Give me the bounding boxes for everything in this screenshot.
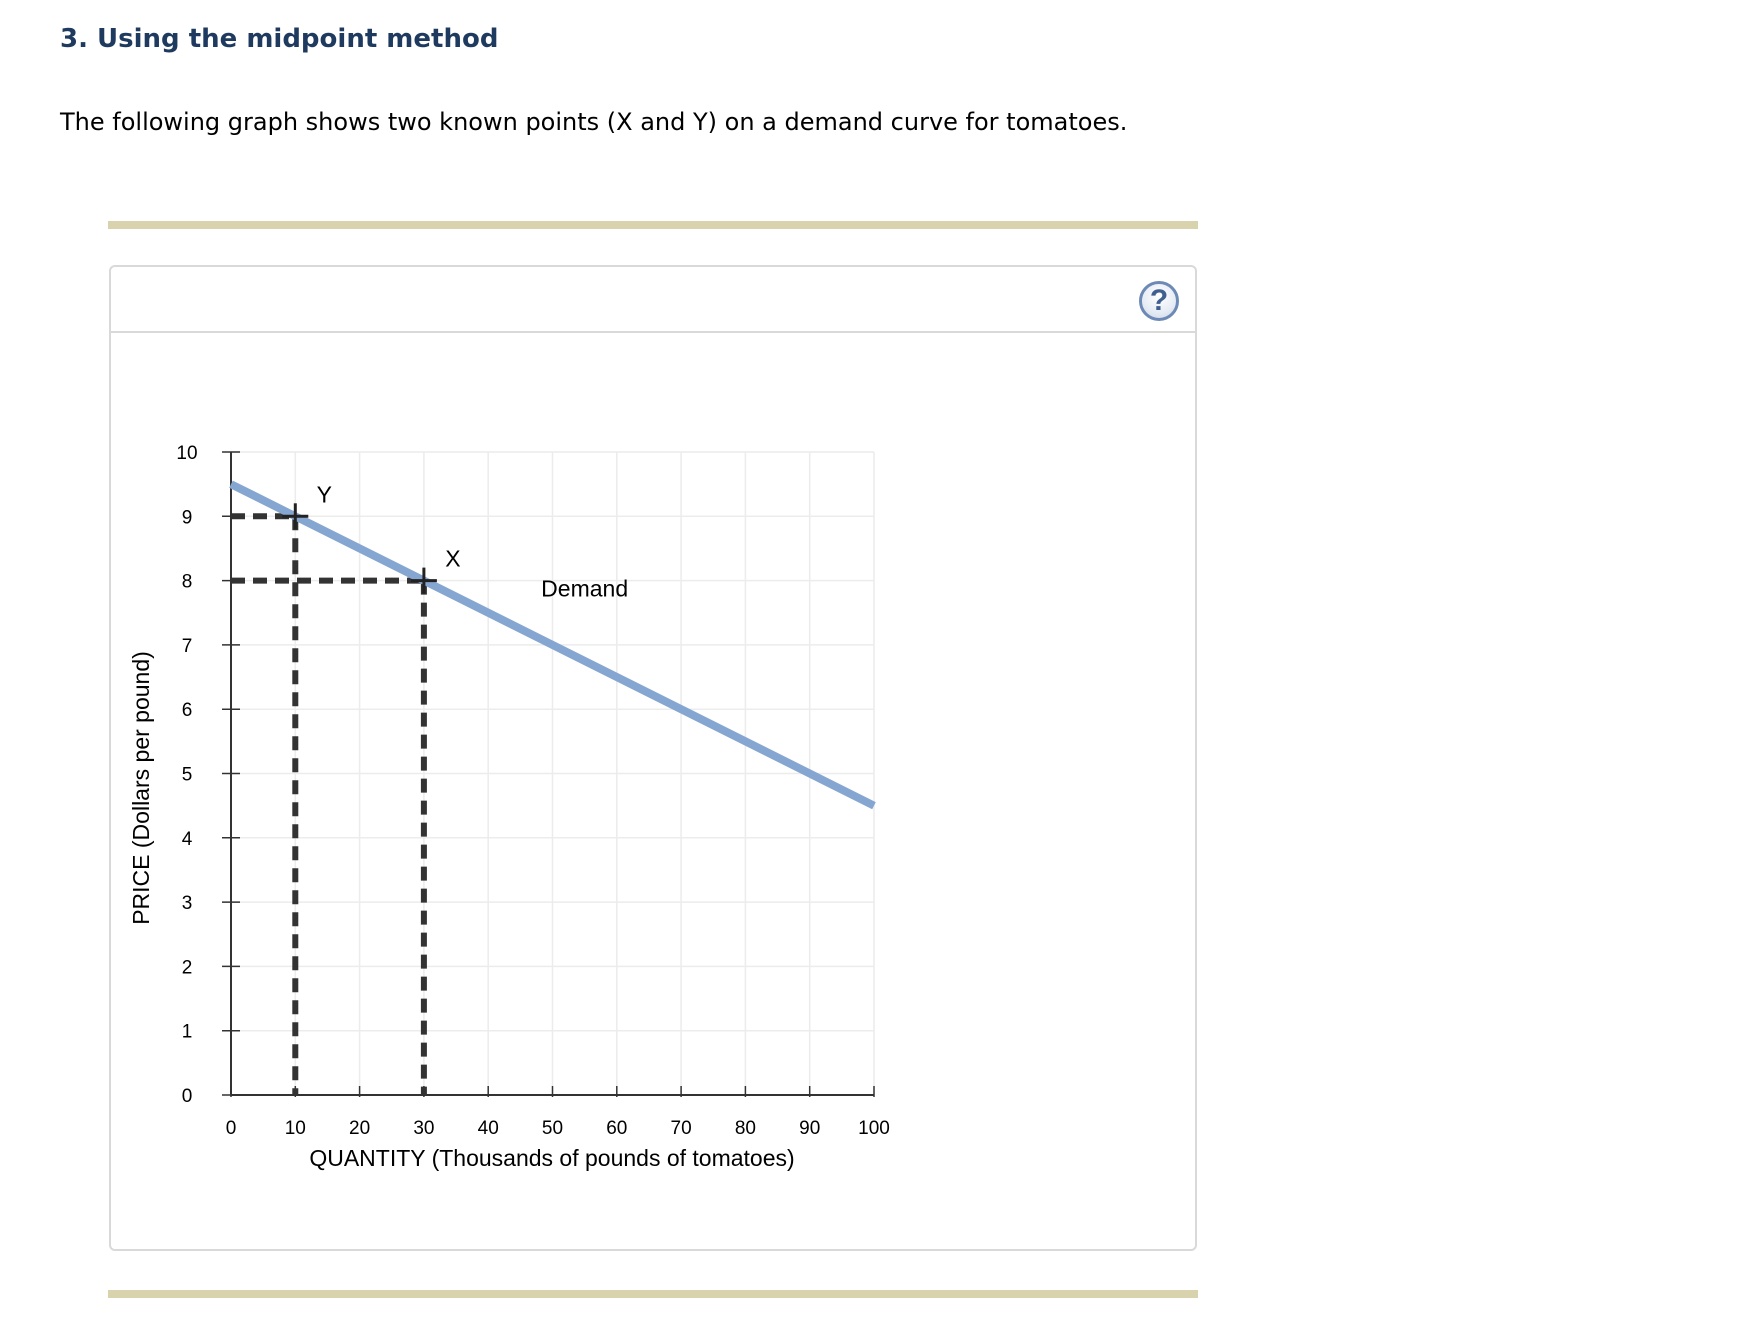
x-tick-label-20: 20 bbox=[349, 1118, 371, 1139]
y-tick-label-4: 4 bbox=[181, 828, 193, 850]
guide-lines bbox=[231, 516, 424, 1095]
demand-label: Demand bbox=[541, 575, 629, 602]
chart-grid bbox=[231, 452, 874, 1095]
y-tick-label-5: 5 bbox=[181, 764, 193, 786]
x-tick-label-0: 0 bbox=[225, 1118, 237, 1139]
y-axis-label: PRICE (Dollars per pound) bbox=[128, 651, 154, 925]
y-tick-label-0: 0 bbox=[181, 1086, 193, 1107]
chart-axes bbox=[176, 443, 889, 1139]
help-icon: ? bbox=[1149, 284, 1169, 317]
x-tick-label-60: 60 bbox=[606, 1118, 628, 1139]
x-tick-label-40: 40 bbox=[477, 1118, 499, 1139]
y-tick-label-8: 8 bbox=[181, 571, 193, 593]
x-tick-label-70: 70 bbox=[670, 1118, 692, 1139]
x-tick-label-10: 10 bbox=[284, 1118, 306, 1139]
point-label-X: X bbox=[445, 545, 461, 572]
y-tick-label-2: 2 bbox=[181, 957, 193, 979]
y-tick-label-6: 6 bbox=[181, 700, 193, 722]
intro-text: The following graph shows two known points (X and Y) on a demand curve for tomatoes. bbox=[60, 108, 1128, 136]
y-tick-label-3: 3 bbox=[181, 893, 193, 915]
chart-points bbox=[282, 481, 460, 593]
x-axis-label: QUANTITY (Thousands of pounds of tomatoes) bbox=[309, 1145, 795, 1171]
x-tick-label-30: 30 bbox=[413, 1118, 435, 1139]
x-tick-label-100: 100 bbox=[858, 1118, 890, 1139]
x-tick-label-90: 90 bbox=[799, 1118, 821, 1139]
page-title: 3. Using the midpoint method bbox=[60, 24, 499, 54]
x-tick-label-50: 50 bbox=[541, 1118, 564, 1139]
y-tick-label-1: 1 bbox=[181, 1021, 193, 1043]
y-tick-label-7: 7 bbox=[181, 635, 193, 657]
x-tick-label-80: 80 bbox=[734, 1118, 756, 1139]
point-label-Y: Y bbox=[316, 481, 332, 508]
y-tick-label-10: 10 bbox=[176, 443, 198, 464]
y-tick-label-9: 9 bbox=[181, 507, 193, 529]
chart-labels bbox=[128, 651, 795, 1171]
